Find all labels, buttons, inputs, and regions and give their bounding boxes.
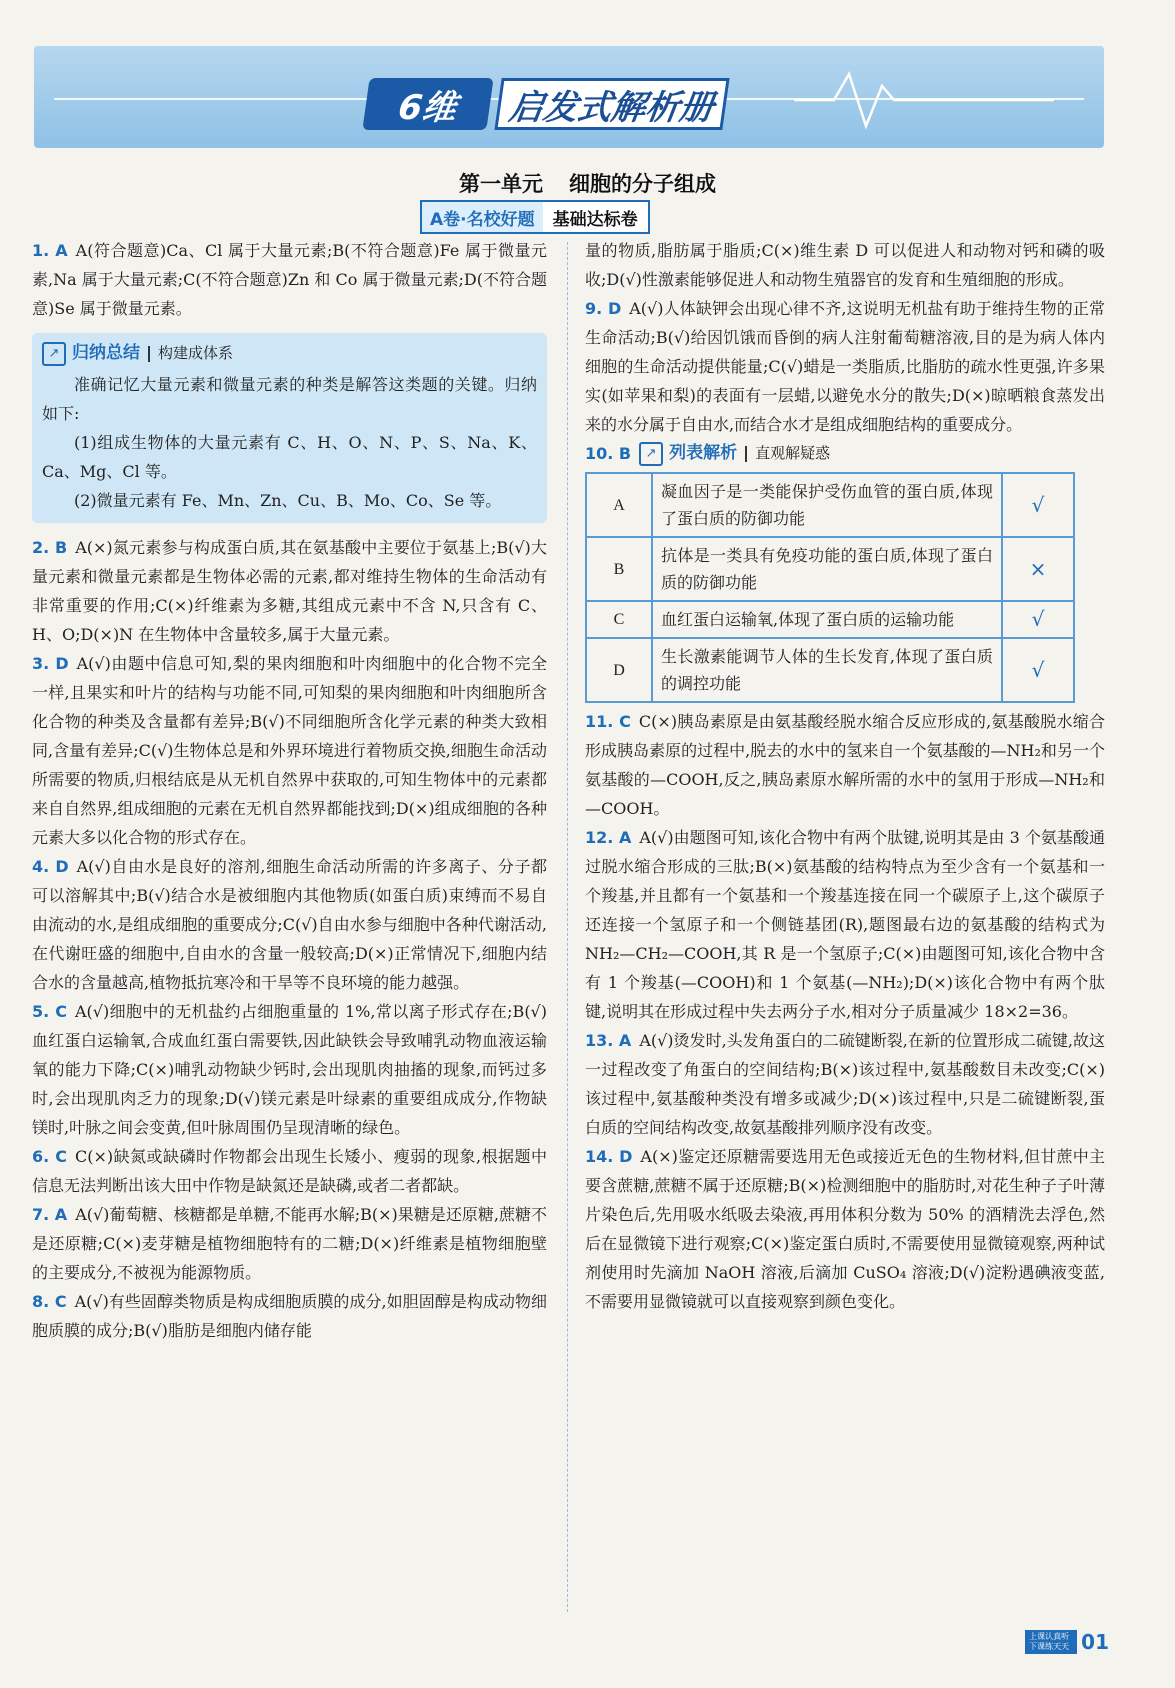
answer-8 (32, 1287, 547, 1345)
answer-1 (32, 236, 547, 323)
answer-number: 8. C (32, 1292, 67, 1311)
analysis-cell: 血红蛋白运输氧,体现了蛋白质的运输功能 (652, 601, 1002, 638)
unit-name: 细胞的分子组成 (569, 172, 716, 196)
page-number: 01 (1081, 1630, 1109, 1654)
summary-title: 归纳总结 (72, 343, 140, 363)
table-row (586, 537, 1074, 601)
answer-number: 13. A (585, 1031, 632, 1050)
answer-number: 1. A (32, 241, 68, 260)
check-mark-icon: √ (1002, 638, 1074, 702)
analysis-cell: 生长激素能调节人体的生长发育,体现了蛋白质的调控功能 (652, 638, 1002, 702)
option-cell: C (586, 601, 652, 638)
answer-number: 9. D (585, 299, 622, 318)
trend-icon: ↗ (639, 442, 663, 466)
answer-number: 14. D (585, 1147, 633, 1166)
summary-box (32, 333, 547, 523)
check-mark-icon: √ (1002, 601, 1074, 638)
answer-8-continued: 量的物质,脂肪属于脂质;C(×)维生素 D 可以促进人和动物对钙和磷的吸收;D(√)性激素能够促进人和动物生殖器官的发育和生殖细胞的形成。 (585, 241, 1105, 289)
answer-text: A(√)烫发时,头发角蛋白的二硫键断裂,在新的位置形成二硫键,故这一过程改变了角蛋白的空间结构;B(×)该过程中,氨基酸数目未改变;C(×)该过程中,氨基酸种类没有增多或减少;D(×)该过程中,只是二硫键断裂,蛋白质的空间结构改变,故氨基酸排列顺序没有改变。 (585, 1031, 1106, 1137)
footer-slogan: 上课认真听 下课练天天 (1025, 1630, 1077, 1654)
answer-text: A(√)人体缺钾会出现心律不齐,这说明无机盐有助于维持生物的正常生命活动;B(√)给因饥饿而昏倒的病人注射葡萄糖溶液,目的是为病人体内细胞的生命活动提供能量;C(√)蜡是一类脂质,比脂肪的疏水性更强,许多果实(如苹果和梨)的表面有一层蜡,以避免水分的散失;D(×)晾晒粮食蒸发出来的水分属于自由水,而结合水才是组成细胞结构的重要成分。 (585, 299, 1106, 434)
unit-title (0, 168, 1175, 198)
answer-6 (32, 1142, 547, 1200)
table-analysis-subtitle: 直观解疑惑 (755, 444, 831, 462)
analysis-cell: 抗体是一类具有免疫功能的蛋白质,体现了蛋白质的防御功能 (652, 537, 1002, 601)
answer-3 (32, 649, 547, 852)
option-cell: D (586, 638, 652, 702)
answer-number: 2. B (32, 538, 68, 557)
answer-11 (585, 707, 1105, 823)
volume-label: A卷·名校好题 (422, 202, 543, 232)
answer-12 (585, 823, 1105, 1026)
option-cell: A (586, 473, 652, 537)
answer-5 (32, 997, 547, 1142)
summary-intro: 准确记忆大量元素和微量元素的种类是解答这类题的关键。归纳如下: (42, 375, 537, 423)
answer-text: A(√)有些固醇类物质是构成细胞质膜的成分,如胆固醇是构成动物细胞质膜的成分;B(√)脂肪是细胞内储存能 (32, 1292, 548, 1340)
answer-text: C(×)胰岛素原是由氨基酸经脱水缩合反应形成的,氨基酸脱水缩合形成胰岛素原的过程中,脱去的水中的氢来自一个氨基酸的—NH₂和另一个氨基酸的—COOH,反之,胰岛素原水解所需的水中的氢用于形成—NH₂和—COOH。 (585, 712, 1105, 818)
answer-number: 12. A (585, 828, 632, 847)
table-row (586, 473, 1074, 537)
answer-2 (32, 533, 547, 649)
answer-text: C(×)缺氮或缺磷时作物都会出现生长矮小、瘦弱的现象,根据题中信息无法判断出该大田中作物是缺氮还是缺磷,或者二者都缺。 (32, 1147, 547, 1195)
cross-mark-icon: × (1002, 537, 1074, 601)
answer-text: A(×)氮元素参与构成蛋白质,其在氨基酸中主要位于氨基上;B(√)大量元素和微量元素都是生物体必需的元素,都对维持生物体的生命活动有非常重要的作用;C(×)纤维素为多糖,其组成元素中不含 N,只含有 C、H、O;D(×)N 在生物体中含量较多,属于大量元素。 (32, 538, 547, 644)
summary-point-1: (1)组成生物体的大量元素有 C、H、O、N、P、S、Na、K、Ca、Mg、Cl 等。 (42, 433, 537, 481)
volume-tag (420, 200, 650, 234)
answer-13 (585, 1026, 1105, 1142)
left-column (32, 236, 547, 1345)
table-analysis-title: 列表解析 (669, 443, 738, 463)
separator (745, 446, 747, 462)
right-column (585, 236, 1105, 1316)
answer-7 (32, 1200, 547, 1287)
answer-text: A(√)由题图可知,该化合物中有两个肽键,说明其是由 3 个氨基酸通过脱水缩合形成的三肽;B(×)氨基酸的结构特点为至少含有一个氨基和一个羧基,并且都有一个氨基和一个羧基连接在同一个碳原子上,这个碳原子还连接一个氢原子和一个侧链基团(R),题图最右边的氨基酸的结构式为 NH₂—CH₂—COOH,其 R 是一个氢原子;C(×)由题图可知,该化合物中含有 1 个羧基(—COOH)和 1 个氨基(—NH₂);D(×)该化合物中有两个肽键,说明其在形成过程中失去两分子水,相对分子质量减少 18×2=36。 (585, 828, 1105, 1021)
page-footer (1025, 1630, 1109, 1654)
answer-number: 4. D (32, 857, 69, 876)
answer-text: A(√)细胞中的无机盐约占细胞重量的 1%,常以离子形式存在;B(√)血红蛋白运输氧,合成血红蛋白需要铁,因此缺铁会导致哺乳动物血液运输氧的能力下降;C(×)哺乳动物缺少钙时,会出现肌肉抽搐的现象,而钙过多时,会出现肌肉乏力的现象;D(√)镁元素是叶绿素的重要组成成分,作物缺镁时,叶脉之间会变黄,但叶脉周围仍呈现清晰的绿色。 (32, 1002, 547, 1137)
unit-number: 第一单元 (459, 172, 543, 196)
summary-header (42, 339, 537, 368)
trend-icon: ↗ (42, 342, 66, 366)
separator (148, 346, 150, 362)
answer-text: A(√)自由水是良好的溶剂,细胞生命活动所需的许多离子、分子都可以溶解其中;B(√)结合水是被细胞内其他物质(如蛋白质)束缚而不易自由流动的水,是组成细胞的重要成分;C(√)自由水参与细胞中各种代谢活动,在代谢旺盛的细胞中,自由水的含量一般较高;D(×)正常情况下,细胞内结合水的含量越高,植物抵抗寒冷和干旱等不良环境的能力越强。 (32, 857, 547, 992)
answer-9 (585, 294, 1105, 439)
summary-point-2: (2)微量元素有 Fe、Mn、Zn、Cu、B、Mo、Co、Se 等。 (74, 491, 502, 510)
answer-text: A(符合题意)Ca、Cl 属于大量元素;B(不符合题意)Fe 属于微量元素,Na 属于大量元素;C(不符合题意)Zn 和 Co 属于微量元素;D(不符合题意)Se 属于微量元素。 (32, 241, 547, 318)
heartbeat-line-icon (794, 64, 1054, 134)
analysis-table (585, 472, 1075, 703)
option-cell: B (586, 537, 652, 601)
answer-number: 11. C (585, 712, 631, 731)
check-mark-icon: √ (1002, 473, 1074, 537)
answer-number: 5. C (32, 1002, 67, 1021)
answer-14 (585, 1142, 1105, 1316)
brand-logo: 6维 (362, 78, 493, 130)
analysis-cell: 凝血因子是一类能保护受伤血管的蛋白质,体现了蛋白质的防御功能 (652, 473, 1002, 537)
answer-text: A(√)葡萄糖、核糖都是单糖,不能再水解;B(×)果糖是还原糖,蔗糖不是还原糖;C(×)麦芽糖是植物细胞特有的二糖;D(×)纤维素是植物细胞壁的主要成分,不被视为能源物质。 (32, 1205, 547, 1282)
answer-number: 7. A (32, 1205, 68, 1224)
book-title: 启发式解析册 (494, 78, 729, 130)
answer-number: 3. D (32, 654, 69, 673)
answer-text: A(√)由题中信息可知,梨的果肉细胞和叶肉细胞中的化合物不完全一样,且果实和叶片的结构与功能不同,可知梨的果肉细胞和叶肉细胞所含化合物的种类及含量都有差异;B(√)不同细胞所含化学元素的种类大致相同,含量有差异;C(√)生物体总是和外界环境进行着物质交换,细胞生命活动所需要的物质,归根结底是从无机自然界中获取的,可知生物体中的元素都来自自然界,组成细胞的元素在无机自然界都能找到;D(×)组成细胞的各种元素大多以化合物的形式存在。 (32, 654, 547, 847)
volume-name: 基础达标卷 (543, 202, 648, 232)
table-row (586, 638, 1074, 702)
answer-10-header (585, 439, 1105, 468)
table-row (586, 601, 1074, 638)
answer-text: A(×)鉴定还原糖需要选用无色或接近无色的生物材料,但甘蔗中主要含蔗糖,蔗糖不属于还原糖;B(×)检测细胞中的脂肪时,对花生种子子叶薄片染色后,先用吸水纸吸去染液,再用体积分数为 50% 的酒精洗去浮色,然后在显微镜下进行观察;C(×)鉴定蛋白质时,不需要使用显微镜观察,两种试剂使用时先滴加 NaOH 溶液,后滴加 CuSO₄ 溶液;D(√)淀粉遇碘液变蓝,不需要用显微镜就可以直接观察到颜色变化。 (585, 1147, 1105, 1311)
summary-subtitle: 构建成体系 (158, 344, 234, 362)
answer-number: 6. C (32, 1147, 67, 1166)
answer-number: 10. B (585, 444, 632, 463)
column-divider (567, 242, 568, 1612)
answer-4 (32, 852, 547, 997)
